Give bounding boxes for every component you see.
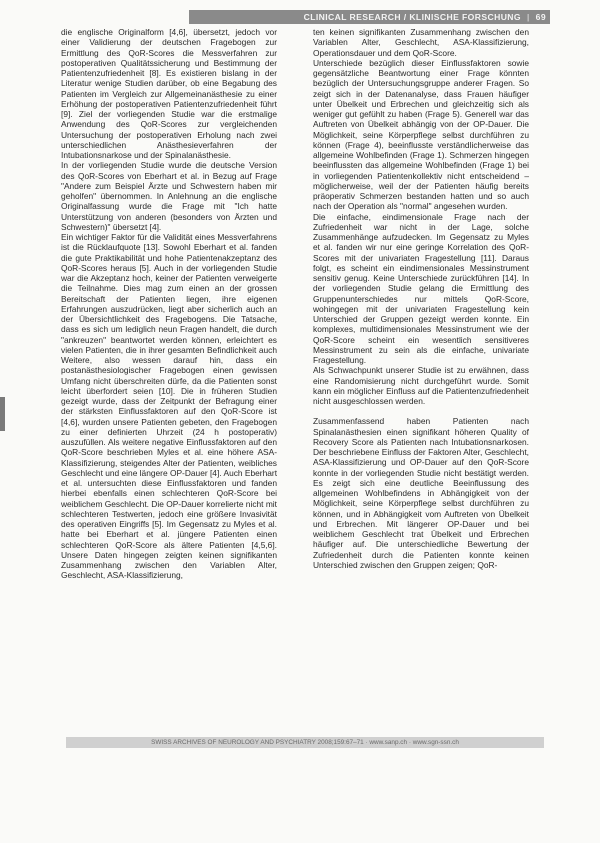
paragraph: In der vorliegenden Studie wurde die deutsche Version des QoR-Scores von Eberhart et al. in Bezug auf Frage "Andere zum Beispiel Ärzte und Schwestern haben mir geholfen" übernommen. In Anlehnung an die englische Originalfassung wurde die Frage mit "Ich hatte Unterstützung von anderen (besonders von Ärzten und Schwestern)" übersetzt [4].: [61, 160, 277, 232]
paragraph: ten keinen signifikanten Zusammenhang zwischen den Variablen Alter, Geschlecht, ASA-Klassifizierung, Operationsdauer und dem QoR-Score.: [313, 27, 529, 58]
running-footer: SWISS ARCHIVES OF NEUROLOGY AND PSYCHIATRY 2008;159:67–71 · www.sanp.ch · www.sgn-ssn.ch: [66, 737, 544, 748]
running-header: [189, 10, 550, 24]
journal-section-title: CLINICAL RESEARCH / KLINISCHE FORSCHUNG: [303, 12, 521, 22]
page-edge-marker: [0, 397, 5, 431]
page-number: 69: [535, 12, 546, 22]
left-text-column: [61, 27, 277, 717]
header-separator: |: [527, 12, 530, 22]
paragraph: Unterschiede bezüglich dieser Einflussfaktoren sowie gegensätzliche Beantwortung einer Frage könnten bezüglich der Untersuchungsgruppe anderer Fragen. So zeigt sich in der Datenanalyse, dass Frauen häufiger unter Übelkeit und Erbrechen und gleichzeitig sich als weniger gut gefühlt zu haben (Frage 5). Generell war das Auftreten von Übelkeit abhängig von der OP-Dauer. Die Möglichkeit, seine Körperpflege selbst durchführen zu können (Frage 4), beeinflusste verständlicherweise das allgemeine Wohlbefinden (Frage 1). Schmerzen hingegen beeinflussten das allgemeine Wohlbefinden (Frage 1) bei in vorliegenden Patientenkollektiv nicht entscheidend – möglicherweise, weil der der Patienten häufig bereits präoperativ Schmerzen bestanden hatten und so auch nach der Operation als "normal" angesehen wurden.: [313, 57, 529, 212]
right-text-column: [313, 27, 529, 717]
paragraph: Zusammenfassend haben Patienten nach Spinalanästhesien einen signifikant höheren Quality of Recovery Score als Patienten nach Intubationsnarkosen. Der beschriebene Einfluss der Faktoren Alter, Geschlecht, ASA-Klassifizierung und OP-Dauer auf den QoR-Score konnte in der vorliegenden Studie nicht bestätigt werden. Es zeigt sich eine deutliche Beeinflussung des allgemeinen Wohlbefindens in Abhängigkeit von der Möglichkeit, seine Körperpflege selbst durchführen zu können, und in Abhängigkeit vom Auftreten von Übelkeit und Erbrechen. Mit längerer OP-Dauer und bei weiblichem Geschlecht trat Übelkeit und Erbrechen häufiger auf. Die unterschiedliche Bewertung der Zufriedenheit durch die Patienten konnte keinen Unterschied zwischen den Gruppen zeigen; QoR-: [313, 416, 529, 570]
paragraph-gap: [313, 406, 529, 416]
paragraph: Die einfache, eindimensionale Frage nach der Zufriedenheit war nicht in der Lage, solche Zusammenhänge aufzudecken. Im Gegensatz zu Myles et al. fanden wir nur eine geringe Korrelation des QoR-Scores mit der univariaten Fragestellung [11]. Daraus folgt, es scheint ein eindimensionales Messinstrument sensitiv genug. Keine Unterschiede zurückführen [14]. In der vorliegenden Studie gelang die Ermittlung des Gruppenunterschiedes nur mittels QoR-Score, wohingegen mit der univariaten Fragestellung kein Unterschied der Gruppen gezeigt werden konnte. Ein komplexes, multidimensionales Messinstrument wie der QoR-Score scheint ein wesentlich sensitiveres Messinstrument zu sein als die einfache, univariate Fragestellung.: [313, 211, 529, 365]
paragraph: Ein wichtiger Faktor für die Validität eines Messverfahrens ist die Rücklaufquote [13]. Sowohl Eberhart et al. fanden die gute Praktikabilität und hohe Patientenakzeptanz des QoR-Scores heraus [5]. Auch in der vorliegenden Studie war die Akzeptanz hoch, keiner der Patienten verweigerte die Teilnahme. Dies mag zum einen an der grossen Bereitschaft der Patienten liegen, ihre eigenen Erfahrungen auszudrücken, liegt aber sicherlich auch an der Übersichtlichkeit des Fragebogens. Die Tatsache, dass es sich um lediglich neun Fragen handelt, die durch "ankreuzen" beantwortet werden können, erleichtert es vielen Patienten, die in ihrer gesamten Befindlichkeit auch Weitere, also wessen darauf hin, dass ein postanästhesiologischer Fragebogen einen gewissen Umfang nicht überschreiten dürfe, da die Patienten sonst leicht überfordert seien [10]. Die in früheren Studien gezeigt wurde, dass der Zeitpunkt der Befragung einer der stärksten Einflussfaktoren auf den QoR-Score ist [4,6], wurden unsere Patienten gebeten, den Fragebogen zu einer definierten Uhrzeit (24 h postoperativ) auszufüllen. Als weitere negative Einflussfaktoren auf den QoR-Score beschrieben Myles et al. eine höhere ASA-Klassifizierung, steigendes Alter der Patienten, weibliches Geschlecht und eine längere OP-Dauer [4]. Auch Eberhart et al. untersuchten diese Einflussfaktoren und fanden hierbei ebenfalls einen schlechteren QoR-Score bei weiblichem Geschlecht. Die OP-Dauer korrelierte nicht mit schlechteren Testwerten, jedoch eine größere Invasivität des operativen Eingriffs [5]. Im Gegensatz zu Myles et al. hatte bei Eberhart et al. jüngere Patienten einen schlechteren QoR-Score als ältere Patienten [4,5,6]. Unsere Daten hingegen zeigten keinen signifikanten Zusammenhang zwischen den Variablen Alter, Geschlecht, ASA-Klassifizierung,: [61, 232, 277, 581]
paragraph: Als Schwachpunkt unserer Studie ist zu erwähnen, dass eine Randomisierung nicht durchgeführt wurde. Somit kann ein möglicher Einfluss auf die Patientenzufriedenheit nicht ausgeschlossen werden.: [313, 365, 529, 406]
paragraph: die englische Originalform [4,6], übersetzt, jedoch vor einer Validierung der deutschen Fragebogen zur Ermittlung des QoR-Scores die Messverfahren zur postoperativen Qualitätssicherung und Bestimmung der Patientenzufriedenheit [8]. Es existieren bislang in der Literatur wenige Studien darüber, ob eine Begabung des Patienten im Vergleich zur Allgemeinanästhesie zu einer Erhöhung der postoperativen Patientenzufriedenheit führt [9]. Ziel der vorliegenden Studie war die erstmalige Anwendung des QoR-Scores zur vergleichenden Untersuchung der postoperativen Erholung nach zwei unterschiedlichen Anästhesieverfahren der Intubationsnarkose und der Spinalanästhesie.: [61, 27, 277, 160]
